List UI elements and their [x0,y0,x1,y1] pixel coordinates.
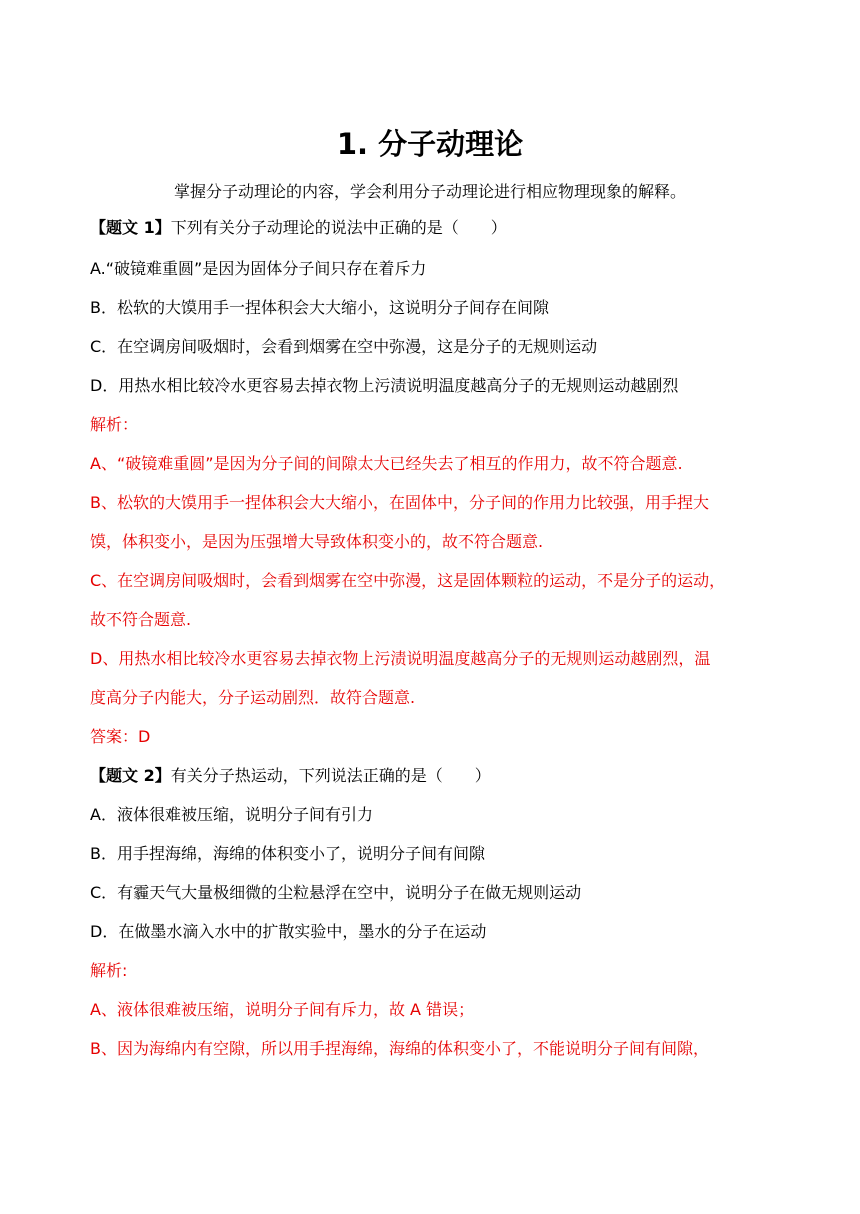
question-1-option-d: D．用热水相比较冷水更容易去掉衣物上污渍说明温度越高分子的无规则运动越剧烈 [90,376,679,395]
question-1-analysis-line: C、在空调房间吸烟时，会看到烟雾在空中弥漫，这是固体颗粒的运动，不是分子的运动， [90,571,726,590]
question-1-stem [90,216,780,240]
question-2-option-b: B．用手捏海绵，海绵的体积变小了，说明分子间有间隙 [90,844,485,863]
question-2-option-a: A．液体很难被压缩，说明分子间有引力 [90,805,373,824]
question-1-option-c: C．在空调房间吸烟时，会看到烟雾在空中弥漫，这是分子的无规则运动 [90,337,598,356]
question-1-analysis-line: 馍，体积变小，是因为压强增大导致体积变小的，故不符合题意. [90,532,544,551]
question-2-analysis-line: A、液体很难被压缩，说明分子间有斥力，故 A 错误； [90,1000,475,1019]
question-2-text: 有关分子热运动，下列说法正确的是（ ） [170,766,491,785]
question-1-analysis-line: A、“破镜难重圆”是因为分子间的间隙太大已经失去了相互的作用力，故不符合题意. [90,454,683,473]
question-1-label: 【题文 1】 [90,218,171,237]
question-1-analysis-line: 故不符合题意. [90,610,192,629]
question-2-analysis-label: 解析: [90,961,128,980]
question-2-analysis-line: B、因为海绵内有空隙，所以用手捏海绵，海绵的体积变小了，不能说明分子间有间隙， [90,1039,709,1058]
question-2-option-c: C．有霾天气大量极细微的尘粒悬浮在空中，说明分子在做无规则运动 [90,883,582,902]
question-1-answer: 答案：D [90,727,151,746]
question-1-analysis-label: 解析： [90,415,139,434]
question-1-analysis-line: D、用热水相比较冷水更容易去掉衣物上污渍说明温度越高分子的无规则运动越剧烈，温 [90,649,711,668]
question-1-option-b: B．松软的大馍用手一捏体积会大大缩小，这说明分子间存在间隙 [90,298,549,317]
question-1-text: 下列有关分子动理论的说法中正确的是（ ） [170,218,507,237]
question-1-analysis-line: B、松软的大馍用手一捏体积会大大缩小，在固体中，分子间的作用力比较强，用手捏大 [90,493,709,512]
question-1-analysis-line: 度高分子内能大，分子运动剧烈．故符合题意. [90,688,416,707]
page-subtitle: 掌握分子动理论的内容，学会利用分子动理论进行相应物理现象的解释。 [173,182,686,201]
question-2-option-d: D．在做墨水滴入水中的扩散实验中，墨水的分子在运动 [90,922,487,941]
question-2-stem [90,764,780,788]
question-1-option-a: A.“破镜难重圆”是因为固体分子间只存在着斥力 [90,259,427,278]
question-2-label: 【题文 2】 [90,766,171,785]
page-title: 1. 分子动理论 [336,127,524,161]
